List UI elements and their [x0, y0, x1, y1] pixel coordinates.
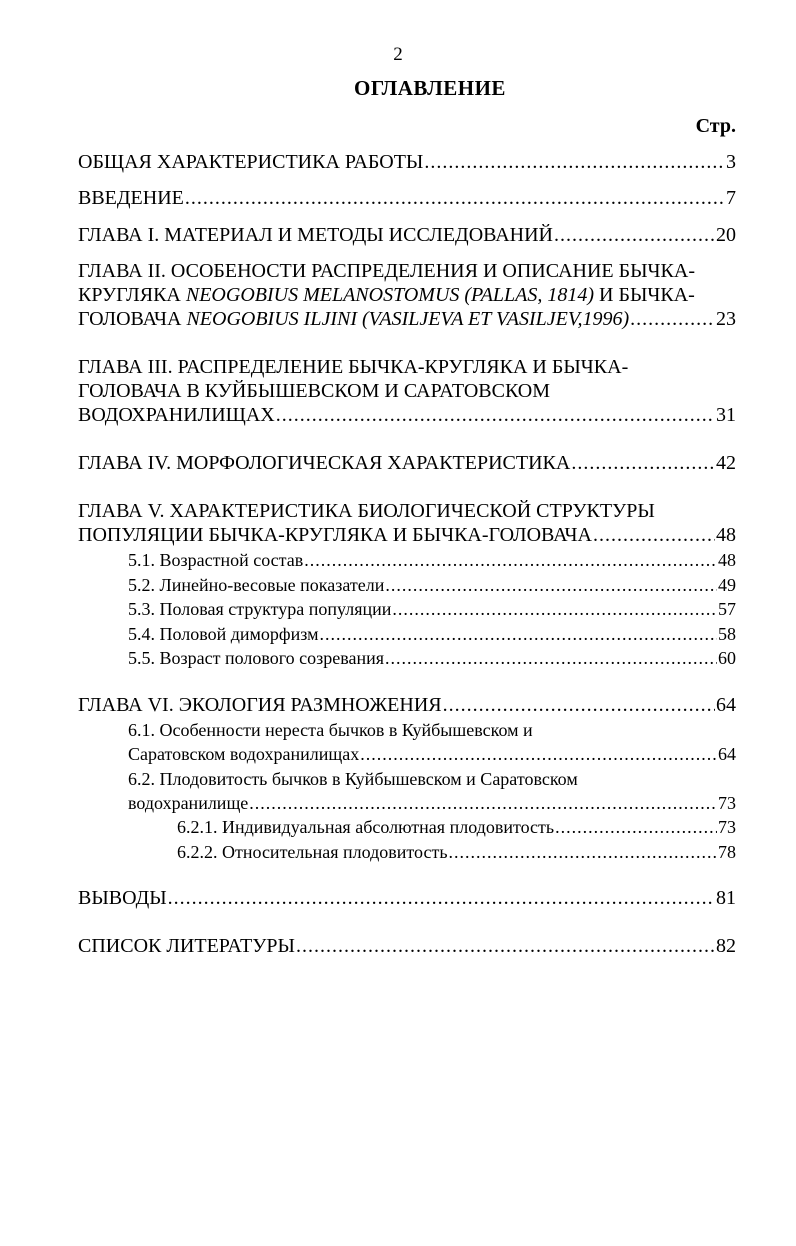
toc-entry-title: ВОДОХРАНИЛИЩАХ [78, 404, 275, 426]
dot-leader [449, 840, 717, 864]
toc-entry-page: 42 [716, 452, 736, 474]
toc-entry-page: 48 [718, 550, 736, 570]
species-name: NEOGOBIUS MELANOSTOMUS (PALLAS, 1814) [185, 284, 595, 306]
toc-subentry-5-4 [128, 622, 736, 646]
toc-subentry-5-1 [128, 548, 736, 572]
toc-entry-title: 5.2. Линейно-весовые показатели [128, 575, 385, 595]
toc-subentry-6-1-line-2 [128, 742, 736, 766]
toc-entry-title: 5.3. Половая структура популяции [128, 599, 392, 619]
toc-entry-general [78, 150, 736, 174]
toc-entry-chapter-5-line-1: ГЛАВА V. ХАРАКТЕРИСТИКА БИОЛОГИЧЕСКОЙ СТРУКТУРЫ [78, 500, 655, 522]
toc-entry-chapter-3-line-1: ГЛАВА III. РАСПРЕДЕЛЕНИЕ БЫЧКА-КРУГЛЯКА И БЫЧКА- [78, 356, 629, 378]
toc-entry-page: 3 [726, 151, 736, 173]
toc-entry-chapter-2-line-3 [78, 307, 736, 331]
toc-subentry-6-1-line-1: 6.1. Особенности нереста бычков в Куйбышевском и [128, 720, 533, 740]
toc-entry-page: 64 [716, 694, 736, 716]
toc-entry-title: ПОПУЛЯЦИИ БЫЧКА-КРУГЛЯКА И БЫЧКА-ГОЛОВАЧА [78, 524, 592, 546]
dot-leader [304, 548, 717, 572]
dot-leader [249, 791, 717, 815]
text: И БЫЧКА- [594, 284, 695, 306]
toc-entry-page: 48 [716, 524, 736, 546]
dot-leader [555, 815, 717, 839]
dot-leader [571, 451, 715, 475]
dot-leader [593, 523, 715, 547]
toc-entry-chapter-3-line-3 [78, 403, 736, 427]
toc-entry-page: 49 [718, 575, 736, 595]
toc-entry-page: 7 [726, 187, 736, 209]
toc-subentry-5-2 [128, 573, 736, 597]
toc-entry-page: 57 [718, 599, 736, 619]
page-column-label: Стр. [695, 115, 736, 137]
toc-entry-title: водохранилище [128, 793, 249, 813]
toc-entry-title: 6.2.1. Индивидуальная абсолютная плодовитость [177, 817, 555, 837]
toc-entry-title: ВЫВОДЫ [78, 887, 167, 909]
toc-subentry-6-2-line-1: 6.2. Плодовитость бычков в Куйбышевском и Саратовском [128, 769, 578, 789]
toc-entry-page: 81 [716, 887, 736, 909]
toc-entry-title [78, 307, 629, 331]
toc-entry-title: ОБЩАЯ ХАРАКТЕРИСТИКА РАБОТЫ [78, 151, 424, 173]
toc-entry-page: 58 [718, 624, 736, 644]
toc-entry-chapter-2-line-2 [78, 283, 736, 307]
toc-entry-page: 82 [716, 935, 736, 957]
dot-leader [424, 150, 725, 174]
toc-entry-page: 64 [718, 744, 736, 764]
toc-entry-references [78, 934, 736, 958]
toc-subentry-6-2-line-2 [128, 791, 736, 815]
dot-leader [296, 934, 715, 958]
toc-entry-page: 73 [718, 817, 736, 837]
toc-entry-chapter-5-line-2 [78, 523, 736, 547]
toc-entry-page: 60 [718, 648, 736, 668]
toc-entry-chapter-3-line-2: ГОЛОВАЧА В КУЙБЫШЕВСКОМ И САРАТОВСКОМ [78, 380, 551, 402]
toc-entry-title: ГЛАВА VI. ЭКОЛОГИЯ РАЗМНОЖЕНИЯ [78, 694, 442, 716]
dot-leader [185, 186, 725, 210]
page-title: ОГЛАВЛЕНИЕ [354, 76, 506, 100]
dot-leader [360, 742, 717, 766]
dot-leader [319, 622, 717, 646]
toc-entry-title: ВВЕДЕНИЕ [78, 187, 184, 209]
toc-entry-title: 5.4. Половой диморфизм [128, 624, 319, 644]
toc-entry-page: 23 [716, 308, 736, 330]
dot-leader [385, 573, 717, 597]
toc-entry-page: 73 [718, 793, 736, 813]
toc-entry-chapter-4 [78, 451, 736, 475]
toc-entry-page: 78 [718, 842, 736, 862]
toc-entry-title: ГЛАВА I. МАТЕРИАЛ И МЕТОДЫ ИССЛЕДОВАНИЙ [78, 224, 553, 246]
dot-leader [168, 886, 715, 910]
dot-leader [392, 597, 717, 621]
toc-entry-chapter-1 [78, 223, 736, 247]
dot-leader [443, 693, 715, 717]
toc-entry-page: 20 [716, 224, 736, 246]
species-name: NEOGOBIUS ILJINI (VASILJEVA ET VASILJEV,1996) [186, 308, 630, 330]
text: КРУГЛЯКА [78, 284, 186, 306]
toc-entry-title: Саратовском водохранилищах [128, 744, 360, 764]
toc-entry-title: 6.2.2. Относительная плодовитость [177, 842, 448, 862]
toc-entry-chapter-2-line-1: ГЛАВА II. ОСОБЕНОСТИ РАСПРЕДЕЛЕНИЯ И ОПИСАНИЕ БЫЧКА- [78, 260, 695, 282]
toc-entry-title: СПИСОК ЛИТЕРАТУРЫ [78, 935, 295, 957]
toc-entry-introduction [78, 186, 736, 210]
toc-subentry-6-2-1 [177, 815, 736, 839]
dot-leader [385, 646, 717, 670]
toc-entry-page: 31 [716, 404, 736, 426]
toc-subentry-6-2-2 [177, 840, 736, 864]
dot-leader [276, 403, 715, 427]
dot-leader [630, 307, 715, 331]
toc-entry-conclusions [78, 886, 736, 910]
toc-entry-title: ГЛАВА IV. МОРФОЛОГИЧЕСКАЯ ХАРАКТЕРИСТИКА [78, 452, 571, 474]
text: ГОЛОВАЧА [78, 308, 187, 330]
toc-subentry-5-3 [128, 597, 736, 621]
toc-entry-title: 5.5. Возраст полового созревания [128, 648, 385, 668]
toc-subentry-5-5 [128, 646, 736, 670]
toc-entry-title: 5.1. Возрастной состав [128, 550, 304, 570]
dot-leader [554, 223, 715, 247]
page-number: 2 [393, 44, 403, 65]
toc-entry-chapter-6 [78, 693, 736, 717]
